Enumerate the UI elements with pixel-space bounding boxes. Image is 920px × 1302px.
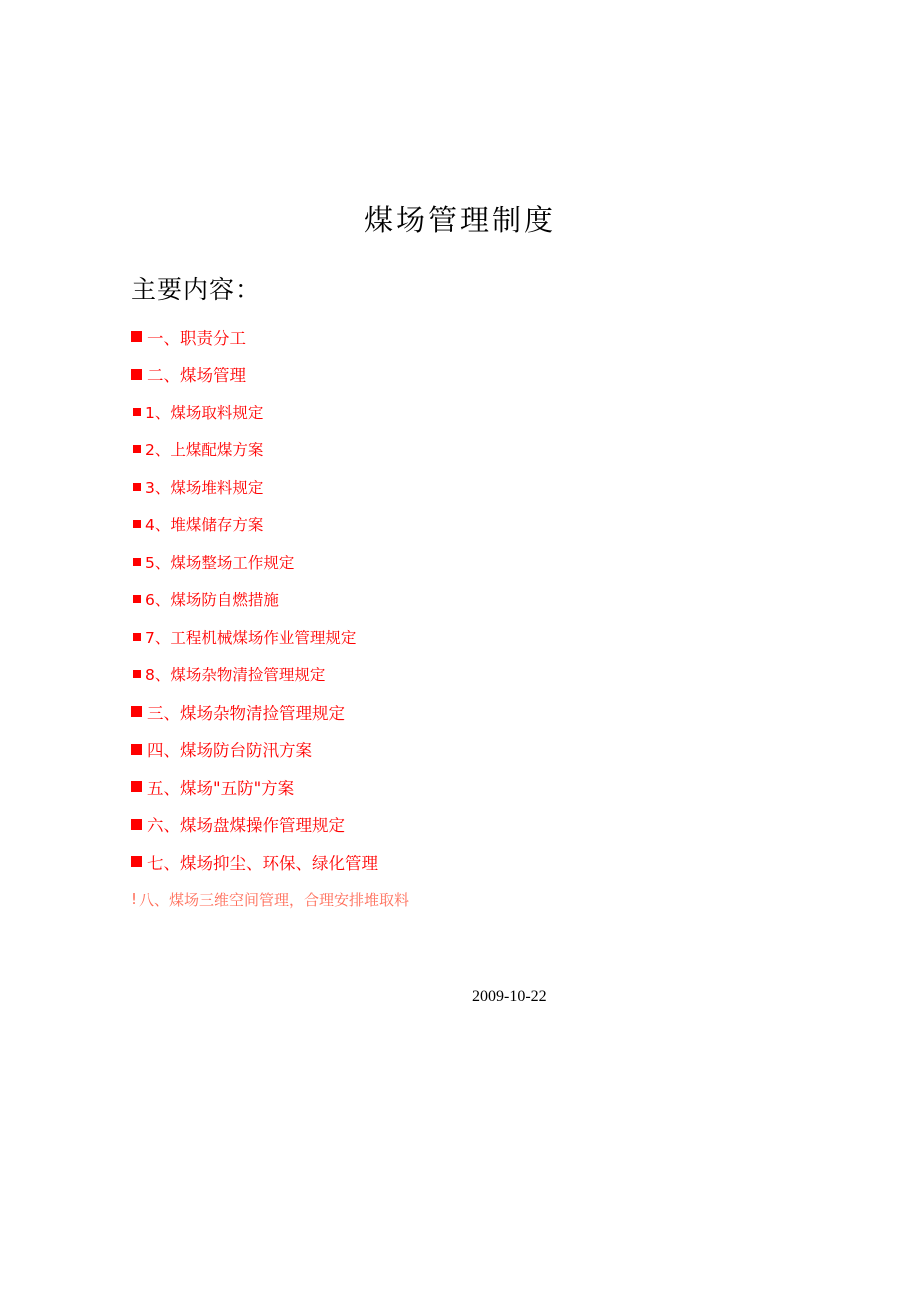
list-item-label: 七、煤场抑尘、环保、绿化管理 <box>147 853 378 873</box>
list-item-label: 1、煤场取料规定 <box>145 403 264 422</box>
list-item-label: 三、煤场杂物清捡管理规定 <box>147 703 345 723</box>
square-bullet-icon <box>131 706 142 717</box>
page-title: 煤场管理制度 <box>363 203 556 237</box>
table-of-contents <box>131 318 831 918</box>
square-bullet-icon <box>133 520 141 528</box>
square-bullet-icon <box>133 483 141 491</box>
list-item-label: 四、煤场防台防汛方案 <box>147 741 312 761</box>
list-item <box>131 581 831 619</box>
list-item <box>131 693 831 731</box>
square-bullet-icon <box>131 369 142 380</box>
list-item <box>131 468 831 506</box>
list-item <box>131 543 831 581</box>
list-item <box>131 431 831 469</box>
square-bullet-icon <box>131 819 142 830</box>
list-item-label: 6、煤场防自燃措施 <box>145 591 279 610</box>
list-item-label: 五、煤场"五防"方案 <box>147 778 295 798</box>
square-bullet-icon <box>131 744 142 755</box>
list-item-label: 3、煤场堆料规定 <box>145 478 264 497</box>
list-item-label: 一、职责分工 <box>147 328 246 348</box>
list-item <box>131 881 831 919</box>
list-item-label: 8、煤场杂物清捡管理规定 <box>145 666 326 685</box>
list-item-label: 二、煤场管理 <box>147 366 246 386</box>
list-item <box>131 806 831 844</box>
list-item <box>131 356 831 394</box>
list-item <box>131 393 831 431</box>
list-item-label: 5、煤场整场工作规定 <box>145 553 295 572</box>
square-bullet-icon <box>133 670 141 678</box>
square-bullet-icon <box>131 781 142 792</box>
square-bullet-icon <box>133 445 141 453</box>
square-bullet-icon <box>133 633 141 641</box>
square-bullet-icon <box>131 856 142 867</box>
list-item <box>131 506 831 544</box>
list-item <box>131 656 831 694</box>
list-item-label: 7、工程机械煤场作业管理规定 <box>145 628 357 647</box>
list-item <box>131 731 831 769</box>
document-date: 2009-10-22 <box>472 988 547 1005</box>
square-bullet-icon <box>131 331 142 342</box>
list-item-label: 4、堆煤储存方案 <box>145 516 264 535</box>
square-bullet-icon <box>133 408 141 416</box>
square-bullet-icon <box>133 595 141 603</box>
list-item <box>131 768 831 806</box>
list-item-label: 八、煤场三维空间管理，合理安排堆取料 <box>139 890 410 909</box>
list-item-label: 2、上煤配煤方案 <box>145 441 264 460</box>
section-heading: 主要内容： <box>131 275 262 304</box>
list-item <box>131 318 831 356</box>
list-item-label: 六、煤场盘煤操作管理规定 <box>147 816 345 836</box>
list-item <box>131 618 831 656</box>
list-item <box>131 843 831 881</box>
square-bullet-icon <box>133 558 141 566</box>
exclamation-icon: ! <box>131 890 138 909</box>
